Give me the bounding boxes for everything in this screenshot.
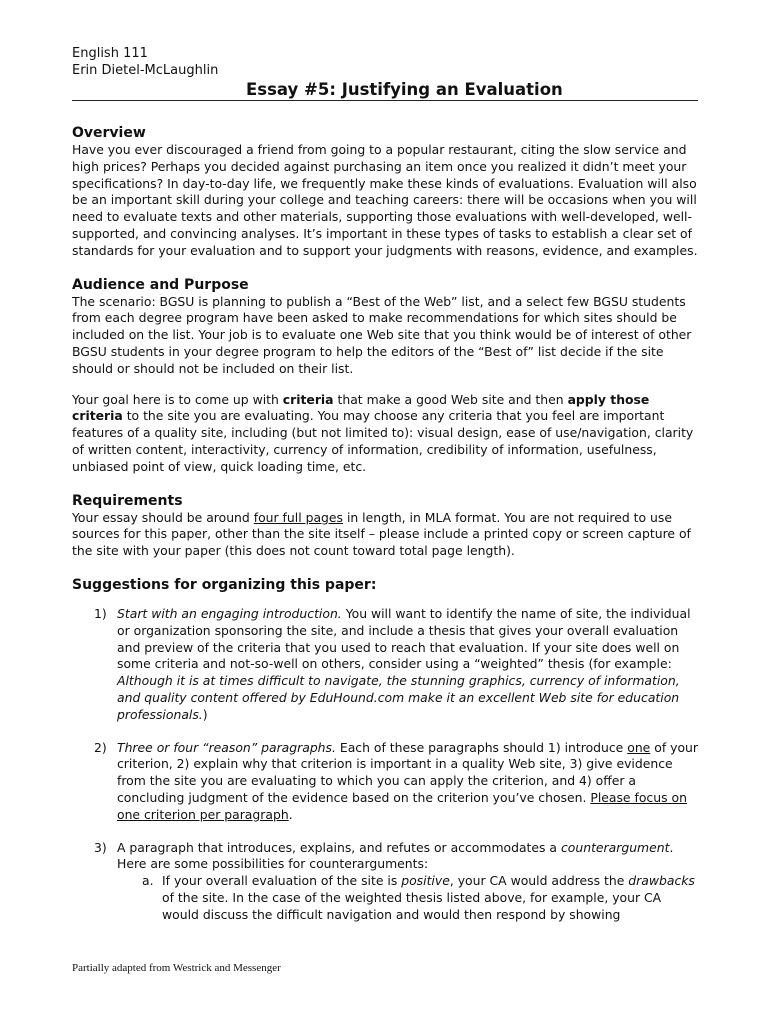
overview-paragraph: Have you ever discouraged a friend from going to a popular restaurant, citing the slow service and high prices? Perhaps you decided against purchasing an item once you realized it didn’t meet your specifications? In day-to-day life, we frequently make these kinds of evaluations. Evaluation will also be an important skill during your college and teaching careers: there will be occasions when you will need to evaluate texts and other materials, supporting those evaluations with well-developed, well-supported, and convincing analyses. It’s important in these types of tasks to establish a clear set of standards for your evaluation and to support your judgments with reasons, evidence, and examples. <box>72 142 698 258</box>
overview-section <box>72 124 698 260</box>
list-number: 3) <box>94 839 107 855</box>
instructor-name: Erin Dietel-McLaughlin <box>72 63 219 78</box>
criteria-emphasis: criteria <box>282 391 334 407</box>
apply-criteria-emphasis: apply those criteria <box>72 391 650 424</box>
document-body <box>72 124 698 939</box>
list-item-counterargument: 3) A paragraph that introduces, explains, and refutes or accommodates a counterargument. Here are some possibilities for counterarguments: a. If your overall evaluation of the site is positive, your CA would address the drawbacks of the site. In the case of the weighted thesis listed above, for example, your CA would discuss the difficult navigation and would then respond by showing <box>72 840 698 924</box>
overview-heading: Overview <box>72 125 146 141</box>
list-item-introduction: 1) Start with an engaging introduction. You will want to identify the name of site, the individual or organization sponsoring the site, and include a thesis that gives your overall evaluation and preview of the criteria that you used to reach that evaluation. If your site does well on some criteria and not-so-well on others, consider using a “weighted” thesis (for example: Although it is at times difficult to navigate, the stunning graphics, currency of information, and quality content offered by EduHound.com make it an excellent Web site for education professionals.) <box>94 605 691 722</box>
course-name: English 111 <box>72 46 148 61</box>
list-number: 2) <box>94 739 107 755</box>
suggestions-section <box>72 576 698 924</box>
audience-section <box>72 276 698 476</box>
sublist-letter: a. <box>142 873 154 889</box>
audience-paragraph-1: The scenario: BGSU is planning to publish a “Best of the Web” list, and a select few BGSU students from each degree program have been asked to make recommendations for which sites should be included on the list. Your job is to evaluate one Web site that you think would be of interest of other BGSU students in your degree program to help the editors of the “Best of” list decide if the site should or should not be included on their list. <box>72 293 692 376</box>
example-thesis: Although it is at times difficult to navigate, the stunning graphics, currency of information, and quality content offered by EduHound.com make it an excellent Web site for education professionals. <box>117 673 680 722</box>
requirements-heading: Requirements <box>72 492 183 509</box>
counterargument-sublist <box>117 873 698 923</box>
suggestions-list <box>72 606 698 924</box>
suggestions-heading: Suggestions for organizing this paper: <box>72 576 377 593</box>
title-underline <box>72 100 698 101</box>
requirements-section <box>72 492 698 560</box>
audience-paragraph-2: Your goal here is to come up with criteria that make a good Web site and then apply those criteria to the site you are evaluating. You may choose any criteria that you feel are important features of a quality site, including (but not limited to): visual design, ease of use/navigation, clarity of written content, interactivity, currency of information, credibility of information, usefulness, unbiased point of view, quick loading time, etc. <box>72 391 694 474</box>
audience-heading: Audience and Purpose <box>72 276 249 293</box>
list-item-reason-paragraphs: 2) Three or four “reason” paragraphs. Each of these paragraphs should 1) introduce one of your criterion, 2) explain why that criterion is important in a quality Web site, 3) give evidence from the site you are evaluating to which you can apply the criterion, and 4) offer a concluding judgment of the evidence based on the criterion you’ve chosen. Please focus on one criterion per paragraph. <box>94 739 698 822</box>
page-title: Essay #5: Justifying an Evaluation <box>246 80 563 99</box>
focus-note: Please focus on one criterion per paragraph <box>117 789 687 822</box>
list-number: 1) <box>94 605 107 621</box>
requirements-paragraph: Your essay should be around four full pages in length, in MLA format. You are not required to use sources for this paper, other than the site itself – please include a printed copy or screen capture of the site with your paper (this does not count toward total page length). <box>72 509 691 559</box>
footer-credit: Partially adapted from Westrick and Messenger <box>72 962 281 974</box>
page-length-underline: four full pages <box>253 509 343 525</box>
sublist-item-positive: a. If your overall evaluation of the site is positive, your CA would address the drawbacks of the site. In the case of the weighted thesis listed above, for example, your CA would discuss the difficult navigation and would then respond by showing <box>142 873 695 922</box>
